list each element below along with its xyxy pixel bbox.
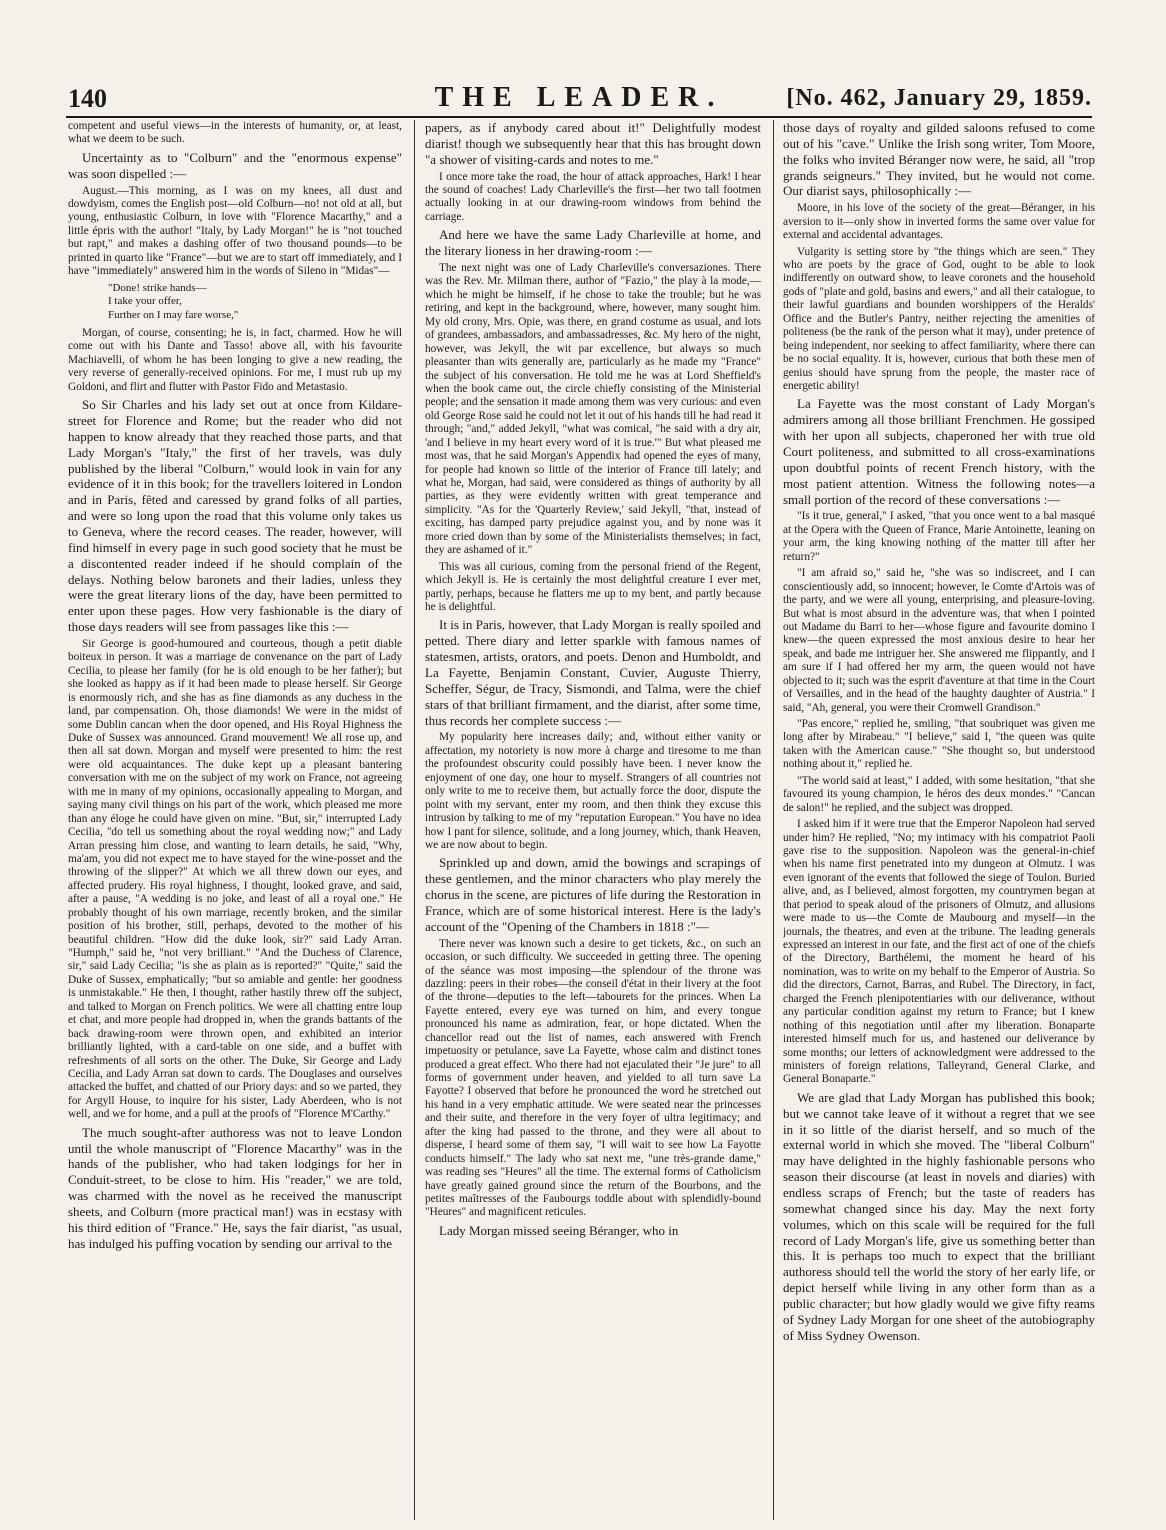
- quoted-extract: I once more take the road, the hour of attack approaches, Hark! I hear the sound of coaches! Lady Charleville's the first—her two tall footmen actually looking in at our drawing-room windows from behind the carriage.: [425, 170, 761, 223]
- column-divider: [414, 120, 415, 1520]
- article-paragraph: La Fayette was the most constant of Lady Morgan's admirers among all those brilliant Frenchmen. He gossiped with her upon all subjects, chaperoned her with true old Court politeness, and submitted to all cross-examinations upon doubtful points of recent French history, with the most patient attention. Witness the following notes—a small portion of the record of these conversations :—: [783, 396, 1095, 507]
- column-1: [68, 120, 402, 1520]
- article-paragraph: And here we have the same Lady Charleville at home, and the literary lioness in her drawing-room :—: [425, 227, 761, 259]
- verse-quote: [108, 282, 402, 323]
- page-header: [66, 82, 1092, 118]
- column-3: [783, 120, 1095, 1520]
- verse-line: I take your offer,: [108, 295, 182, 308]
- verse-line: Further on I may fare worse,": [108, 309, 239, 322]
- quoted-extract: The next night was one of Lady Charleville's conversaziones. There was the Rev. Mr. Milman there, author of "Fazio," the play à la mode,—which he might be himself, if he chose to take the trouble; but he was retiring, and kept in the background, where, however, many sought him. My old crony, Mrs. Opie, was there, en grand costume as usual, and lots of grandees, ambassadors, and ambassadresses, &c. My hero of the night, however, was Jekyll, the wit par excellence, but always so much pleasanter than wits generally are, particularly as he made my "France" the subject of his conversation. He told me he was at Lord Sheffield's when the book came out, the circle chiefly consisting of the Ministerial people; and the sensation it made among them was very curious: and even old George Rose said he could not let it out of his hands till he had read it through; "and," added Jekyll, "what was comical, "he said with a dry air, 'and I believe in my heart every word of it is true.'" But what pleased me most was, that he said Morgan's Appendix had opened the eyes of many, for people had known so little of the interior of France till lately; and what he, Morgan, had said, were considered as things of authority by all parties, as they were evidently written with great temperance and simplicity. "As for the 'Quarterly Review,' said Jekyll, "that, instead of exciting, has damped party prejudice against you, and by none was it more cried down than by some of the Ministerialists themselves; in fact, they are ashamed of it.": [425, 262, 761, 557]
- quoted-extract: "Is it true, general," I asked, "that you once went to a bal masqué at the Opera with the Queen of France, Marie Antoinette, leaning on your arm, the king knowing nothing of the matter till after her return?": [783, 510, 1095, 563]
- quoted-extract: Moore, in his love of the society of the great—Béranger, in his aversion to it—only show in inverted forms the same over value for external and accidental advantages.: [783, 202, 1095, 242]
- article-paragraph: We are glad that Lady Morgan has published this book; but we cannot take leave of it without a regret that we see in it so little of the diarist herself, and so much of the external world in which she moved. The "liberal Colburn" may have delighted in the highly fashionable persons who season their discourse (at least in novels and diaries) with endless scraps of French; but the taste of readers has somewhat changed since his day. May the next forty volumes, which on this scale will be required for the full record of Lady Morgan's life, give us something better than this. It is perhaps too much to expect that the brilliant authoress should tell the world the story of her early life, or depict herself while living in any other form than as a public character; but how gladly would we give fifty reams of Sydney Lady Morgan for one sheet of the autobiography of Miss Sydney Owenson.: [783, 1089, 1095, 1343]
- article-paragraph: It is in Paris, however, that Lady Morgan is really spoiled and petted. There diary and letter sparkle with famous names of statesmen, artists, orators, and poets. Denon and Humboldt, and La Fayette, Benjamin Constant, Cuvier, Auguste Thierry, Scheffer, Ségur, de Tracy, Sismondi, and Talma, were the chief stars of that brilliant firmament, and the diarist, after some time, thus records her complete success :—: [425, 617, 761, 728]
- column-2: [425, 120, 761, 1520]
- quoted-extract: August.—This morning, as I was on my knees, all dust and dowdyism, comes the English post—old Colburn—no! not old at all, but young, enthusiastic Colburn, in love with "Florence Macarthy," and a little épris with the author! "Italy, by Lady Morgan!" he is "not touched but rapt," and makes a dashing offer of two thousand pounds—to be printed in quarto like "France"—but we are to start off immediately, and I have "immediately" answered him in the words of Sileno in "Midas"—: [68, 184, 402, 278]
- quoted-extract: Morgan, of course, consenting; he is, in fact, charmed. How he will come out with his Dante and Tasso! above all, with his favourite Machiavelli, of whom he has been longing to give a new reading, the very reverse of generally-received opinions. For me, I must rub up my Goldoni, and flirt and flutter with Pastor Fido and Metastasio.: [68, 326, 402, 393]
- article-paragraph: The much sought-after authoress was not to leave London until the whole manuscript of "Florence Macarthy" was in the hands of the publisher, who had taken lodgings for her in Conduit-street, to be close to him. His "reader," we are told, was charmed with the novel as he received the manuscript sheets, and Colburn (more practical man!) was in ecstasy with his third edition of "France." He, says the fair diarist, "as usual, has indulged his puffing vocation by sending our arrival to the: [68, 1124, 402, 1251]
- quoted-extract: I asked him if it were true that the Emperor Napoleon had served under him? He replied, "No; my intimacy with his compatriot Paoli gave rise to the supposition. Napoleon was the general-in-chief when his name first penetrated into my dungeon at Olmutz. I was even ignorant of the events that followed the siege of Toulon. Buried alive, and, as I believed, almost forgotten, my countrymen began at that period to speak aloud of the prisoners of Olmutz, and allusions were made to us—the Comte de Maubourg and myself—in the journals, the theatres, and even at the tribune. The leading generals expressed an interest in our fate, and the first act of one of the chiefs of the Directory, Barthélemi, the moment he heard of his nomination, was to write on my behalf to the Emperor of Austria. So did the directors, Carnot, Barras, and Rubel. The Directory, in fact, charged the French plenipotentiaries with our deliverance, without any particular condition against my return to France; but I knew nothing of this negotiation until after my liberation. Bonaparte interested himself much for us, and hastened our deliverance by some months; our letters of acknowledgment were addressed to the ministers of foreign relations, Talleyrand, General Clarke, and General Bonaparte.": [783, 818, 1095, 1086]
- article-paragraph: papers, as if anybody cared about it!" Delightfully modest diarist! though we subsequently hear that this has brought down "a shower of visiting-cards and notes to me.": [425, 120, 761, 167]
- article-paragraph: Lady Morgan missed seeing Béranger, who in: [439, 1222, 679, 1238]
- article-paragraph: those days of royalty and gilded saloons refused to come out of his "cave." Unlike the Irish song writer, Tom Moore, the folks who invited Béranger now were, he said, all "trop grands seigneurs." They invited, but he would not come. Our diarist says, philosophically :—: [783, 120, 1095, 199]
- quoted-extract: This was all curious, coming from the personal friend of the Regent, which Jekyll is. He is certainly the most delightful creature I ever met, partly, perhaps, because he flatters me up to my bent, and partly because he is delightful.: [425, 560, 761, 613]
- page-number: 140: [68, 84, 107, 113]
- quoted-extract: There never was known such a desire to get tickets, &c., on such an occasion, or such difficulty. We succeeded in getting three. The opening of the séance was most imposing—the splendour of the throne was dazzling: peers in their robes—the conseil d'état in their livery at the foot of the throne—deputies to the left—tabourets for the princes. When La Fayette entered, every eye was turned on him, and every tongue pronounced his name as admiration, fear, or hope dictated. When the chancellor read out the list of names, each answered with French impetuosity or petulance, save La Fayette, whose calm and distinct tones produced a great effect. Who there had not ejaculated their "Je jure" to all forms of government under heaven, and yielded to all turn save La Fayotte? I observed that before he pronounced the word he stretched out his hand in a very emphatic attitude. We were seated near the princesses and their suite, and therefore in the very foyer of ultra legitimacy; and after the king had passed to the throne, and they were all about to disperse, I heard some of them say, "I will wait to see how La Fayotte conducts himself." The lady who sat next me, "une très-grande dame," was reading ses "Heures" all the time. The external forms of Catholicism have greatly gained ground since the return of the Bourbons, and the petites maîtresses of the Faubourgs toddle about with splendidly-bound "Heures" and magnificent reticules.: [425, 937, 761, 1219]
- quoted-extract: Vulgarity is setting store by "the things which are seen." They who are poets by the grace of God, ought to be able to look indifferently on outward show, to leave coronets and the household gods of "plate and gold, basins and ewers," and all their catalogue, to their lawful guardians and bounden worshippers of the Heralds' Office and the Butler's Pantry, neither rejecting the amenities of politeness (be the rank of the person what it may), under pretence of being independent, nor seeking to affect familiarity, where there can be no social equality. It is, however, curious that both these men of genius should have sprung from the people, the master race of energetic ability!: [783, 245, 1095, 392]
- quoted-extract: competent and useful views—in the interests of humanity, or, at least, what we deem to be such.: [68, 120, 402, 146]
- article-paragraph: Uncertainty as to "Colburn" and the "enormous expense" was soon dispelled :—: [68, 149, 402, 181]
- quoted-extract: "The world said at least," I added, with some hesitation, "that she favoured its young champion, le héros des deux mondes." "Cancan de salon!" he replied, and the subject was dropped.: [783, 774, 1095, 814]
- quoted-extract: "I am afraid so," said he, "she was so indiscreet, and I can conscientiously add, so innocent; however, le Comte d'Artois was of the party, and we were all young, enterprising, and pleasure-loving. But what is most absurd in the adventure was, that when I pointed out Madame du Barri to her—whose figure and favourite domino I knew—the queen expressed the most anxious desire to hear her speak, and bade me intriguer her. She answered me flippantly, and I am sure if I had offered her my arm, the queen would not have objected to it; such was the esprit d'aventure at that time in the Court of Versailles, and in the head of the haughty daughter of Austria." I said, "Ah, general, you were their Cromwell Grandison.": [783, 567, 1095, 714]
- article-paragraph: Sprinkled up and down, amid the bowings and scrapings of these gentlemen, and the minor characters who play merely the chorus in the scene, are pictures of life during the Restoration in France, which are of some historical interest. Here is the lady's account of the "Opening of the Chambers in 1818 :"—: [425, 855, 761, 934]
- column-divider: [773, 120, 774, 1520]
- masthead-title: THE LEADER.: [434, 82, 724, 113]
- quoted-extract: My popularity here increases daily; and, without either vanity or affectation, my notoriety is now more à charge and tiresome to me than the profoundest obscurity could possibly have been. I never know the enjoyment of one day, one hour to myself. Strangers of all countries not only write to me to receive them, but actually force the door, dispute the point with my servant, enter my room, and then think they excuse this intrusion by talking to me of my "reputation European." You have no idea how I pant for silence, solitude, and a long journey, which, thank Heaven, we are now about to begin.: [425, 731, 761, 851]
- quoted-extract: Sir George is good-humoured and courteous, though a petit diable boiteux in person. It was a marriage de convenance on the part of Lady Cecilia, to please her family (for he is old enough to be her father); but she looked as happy as if it had been made to please herself. Sir George is enormously rich, and she has as fine diamonds as any duchess in the land, par compensation. Oh, those diamonds! We were in the midst of some Dublin cancan when the door opened, and His Royal Highness the Duke of Sussex was announced. Grand mouvement! We all rose up, and then all sat down. Morgan and myself were presented to him: the rest were old acquaintances. The duke kept up a pleasant bantering conversation with me on the subject of my work on France, not agreeing with me in many of my opinions, occasionally appealing to Morgan, and saying many civil things on his part of the work, which pleased me more than any éloge he could have given on mine. "But, sir," interrupted Lady Cecilia, "do tell us something about the royal wedding now;" and Lady Arran pressing him close, and wanting to learn details, he said, "Why, ma'am, you did not expect me to have stayed for the wine-posset and the throwing of the slipper?" At which we all threw down our eyes, and affected prudery. His royal highness, I thought, looked grave, and said, after a pause, "A wedding is no joke, and least of all a royal one." He probably thought of his own marriage, recently broken, and the similar position of his brother, still, perhaps, devoted to the mother of his beautiful children. "How did the duke look, sir?" said Lady Arran. "Humph," said he, "not very brilliant." "And the Duchess of Clarence, sir," said Lady Cecilia; "is she as plain as is reported?" "Quite," said the Duke of Sussex, emphatically; "but so amiable and gentle: her goodness is unmistakable." He then, I thought, rather hastily threw off the subject, and talked to Morgan on French politics. We were all chatting entre loup et chat, and more people had dropped in, when the grands battants of the back drawing-room were thrown open, and exhibited an interior brilliantly lighted, with a card-table on one side, and a buffet with refreshments of all sorts on the other. The Duke, Sir George and Lady Cecilia, and Lady Arran sat down to cards. The Douglases and ourselves attacked the buffet, and chatted of our Priory days: and so we parted, they for Argyll House, to inquire for his sister, Lady Aberdeen, who is not well, and we for home, and a pull at the proofs of "Florence M'Carthy.": [68, 637, 402, 1121]
- article-paragraph: So Sir Charles and his lady set out at once from Kildare-street for Florence and Rome; but the reader who did not happen to know already that they reached those parts, and that Lady Morgan's "Italy," the first of her travels, was duly published by the liberal "Colburn," would look in vain for any evidence of it in this book; for the travellers loitered in London and in Paris, fêted and caressed by grand folks of all parties, and were so long upon the road that this volume only takes us to Geneva, where the record ceases. The reader, however, will find himself in every page in such good society that he must be a discontented reader indeed if he should complain of the delays. Nothing below baronets and their ladies, unless they were the great literary lions of the day, have been permitted to enter upon these pages. How very fashionable is the diary of those days readers will see from passages like this :—: [68, 397, 402, 635]
- verse-line: "Done! strike hands—: [108, 281, 207, 294]
- quoted-extract: "Pas encore," replied he, smiling, "that soubriquet was given me long after by Mirabeau." "I believe," said I, "the queen was quite taken with the American cause." "She thought so, but understood nothing about it," replied he.: [783, 718, 1095, 771]
- issue-date: [No. 462, January 29, 1859.: [786, 85, 1092, 111]
